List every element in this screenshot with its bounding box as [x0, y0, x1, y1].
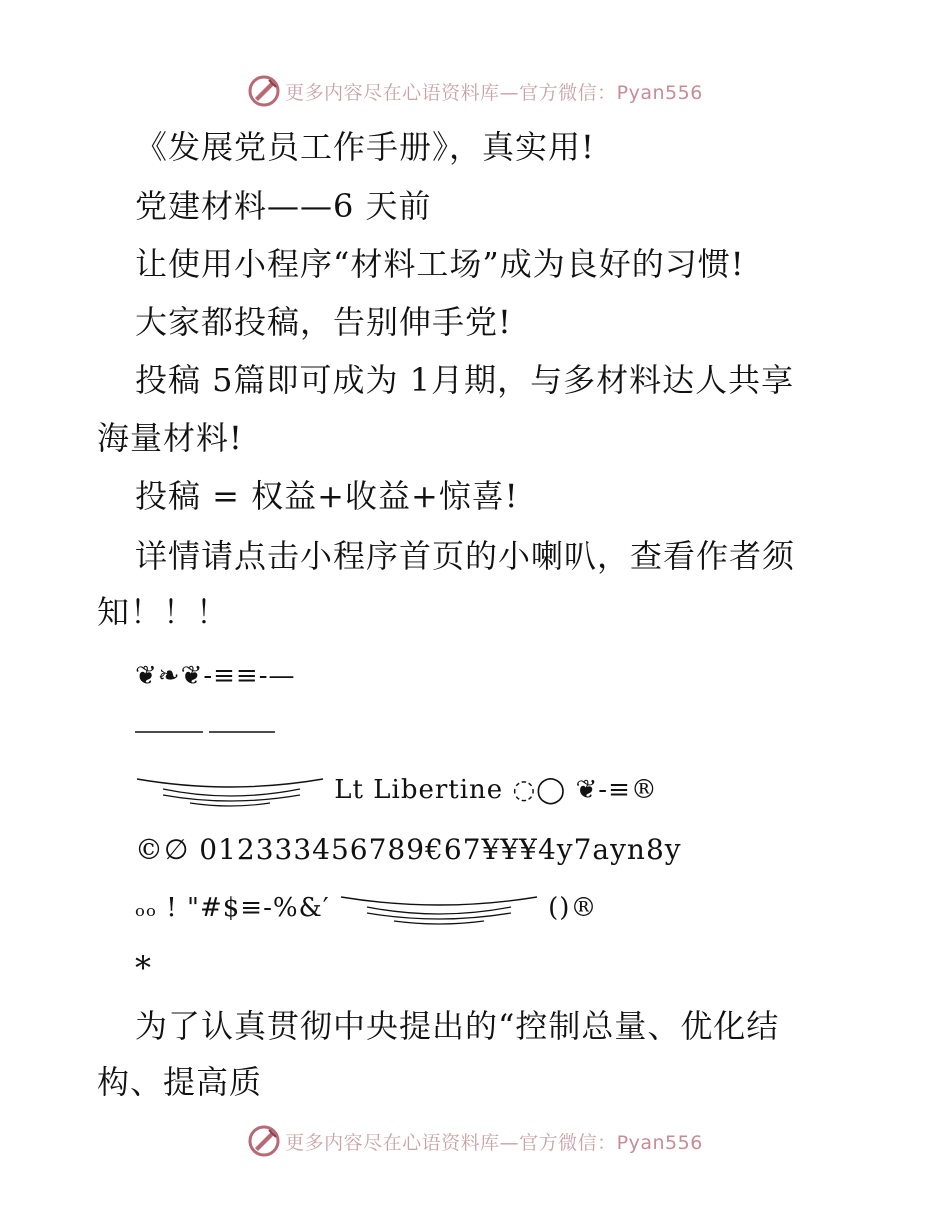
text-line-6: 海量材料! — [97, 419, 243, 457]
asterisk-line: * — [135, 949, 152, 987]
text-line-11: 构、提高质 — [97, 1063, 263, 1101]
wave-ornament-2 — [339, 891, 539, 927]
text-line-10: 为了认真贯彻中央提出的“控制总量、优化结 — [135, 1007, 780, 1045]
quill-pen-logo — [247, 1124, 281, 1158]
text-line-2: 党建材料——6 天前 — [135, 187, 432, 225]
text-line-8: 详情请点击小程序首页的小喇叭，查看作者须 — [135, 537, 796, 575]
banner-handle: Pyan556 — [616, 81, 703, 104]
text-line-3: 让使用小程序“材料工场”成为良好的习惯! — [135, 245, 745, 283]
rule-line — [135, 712, 895, 752]
footer-banner — [0, 1121, 950, 1161]
text-line-1: 《发展党员工作手册》，真实用! — [135, 128, 595, 166]
text-line-7: 投稿 = 权益+收益+惊喜! — [135, 477, 519, 515]
glyph-line-1: ©∅ 012333456789€67¥¥¥4y7ayn8y — [135, 833, 682, 866]
glyph-line-2: ₒₒ ! "#$≡-%&′ ()® — [135, 888, 895, 928]
double-rule — [135, 712, 280, 752]
text-line-4: 大家都投稿，告别伸手党! — [135, 303, 512, 341]
wave-ornament — [135, 773, 325, 809]
header-banner — [0, 71, 950, 111]
ornament-line-2: Lt Libertine ◌◯ ❦-≡® — [135, 770, 895, 810]
text-line-9: 知！！！ — [97, 593, 230, 631]
banner-text: 更多内容尽在心语资料库—官方微信：Pyan556 — [285, 81, 703, 104]
banner-handle: Pyan556 — [616, 1131, 703, 1154]
ornament-line-1: ❦❧❦-≡≡-— — [135, 661, 296, 691]
text-line-5: 投稿 5篇即可成为 1月期，与多材料达人共享 — [135, 361, 795, 399]
banner-text: 更多内容尽在心语资料库—官方微信：Pyan556 — [285, 1131, 703, 1154]
quill-pen-logo — [247, 74, 281, 108]
